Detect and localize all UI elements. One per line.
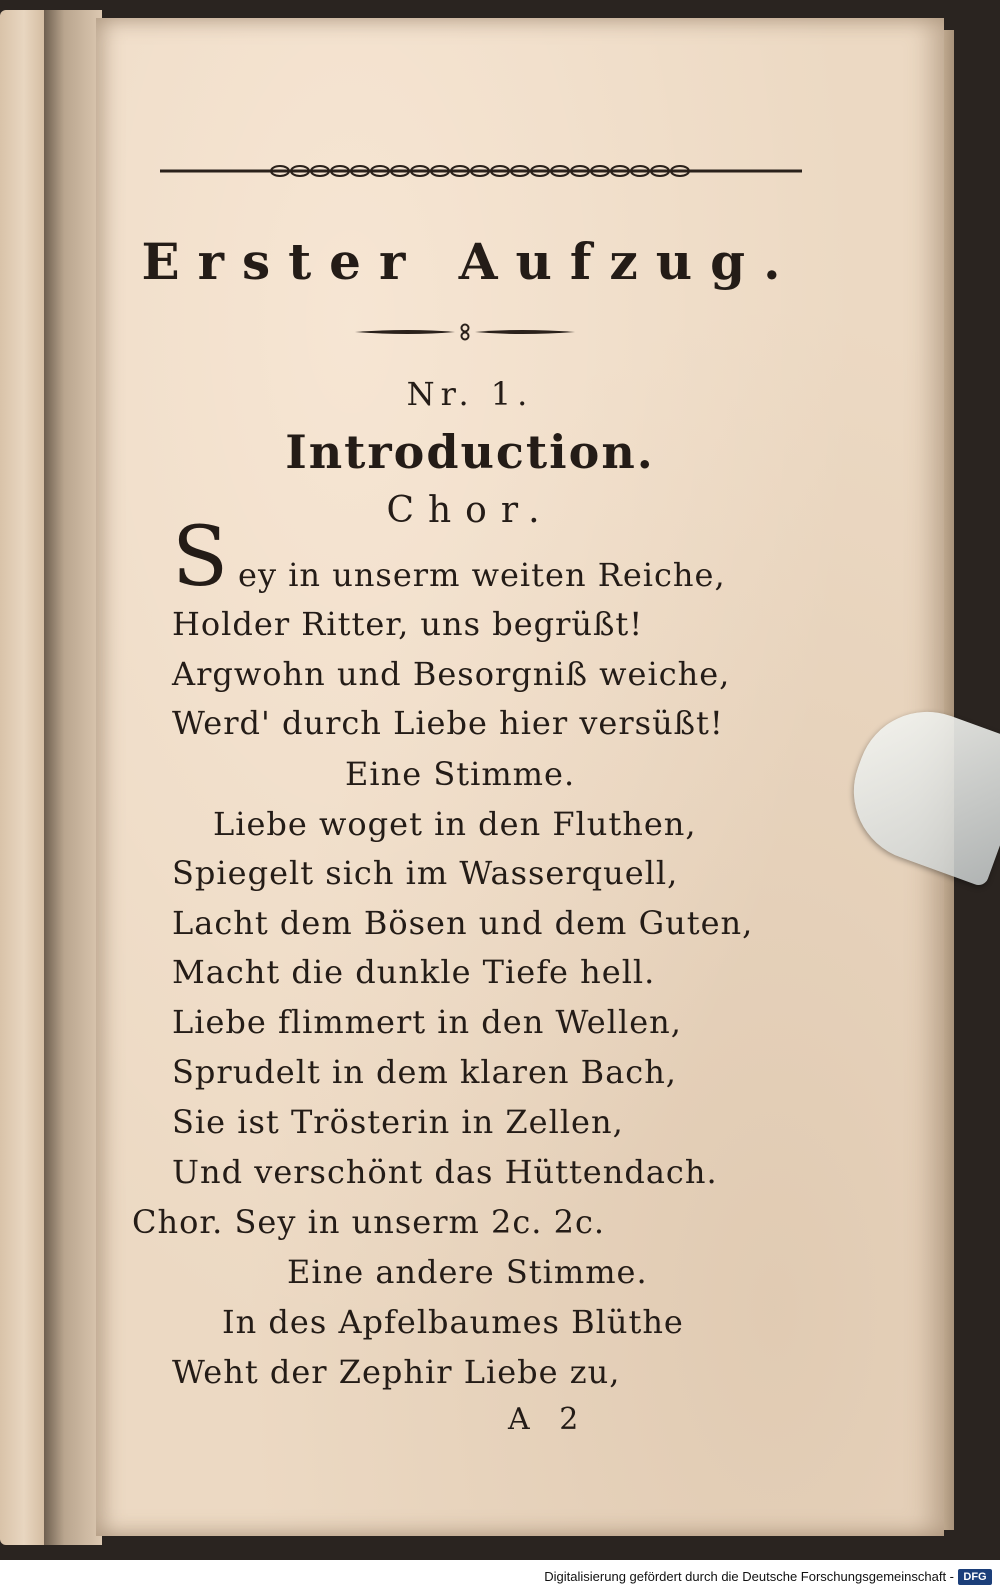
- chorus-heading: Chor.: [386, 490, 554, 531]
- title-divider: [355, 322, 575, 342]
- verse-line: Sie ist Trösterin in Zellen,: [172, 1103, 624, 1141]
- signature-mark: A 2: [508, 1402, 589, 1437]
- verse-line: Holder Ritter, uns begrüßt!: [172, 605, 644, 643]
- verse-line: Spiegelt sich im Wasserquell,: [172, 854, 679, 892]
- number-heading: Nr. 1.: [406, 375, 534, 413]
- footer-bar: [0, 1560, 1000, 1590]
- drop-cap: S: [172, 510, 229, 605]
- top-ornament-rule: [160, 160, 802, 182]
- act-title: Erster Aufzug.: [141, 232, 799, 291]
- verse-line: ey in unserm weiten Reiche,: [238, 556, 726, 594]
- verse-line: Sprudelt in dem klaren Bach,: [172, 1053, 677, 1091]
- chorus-repeat-line: Chor. Sey in unserm 2c. 2c.: [132, 1203, 606, 1241]
- dfg-logo: DFG: [958, 1569, 992, 1585]
- speaker-heading: Eine andere Stimme.: [287, 1253, 648, 1291]
- verse-line: Werd' durch Liebe hier versüßt!: [172, 704, 724, 742]
- verse-line: Weht der Zephir Liebe zu,: [172, 1353, 621, 1391]
- verse-line: Liebe flimmert in den Wellen,: [172, 1003, 682, 1041]
- verse-line: Argwohn und Besorgniß weiche,: [172, 655, 731, 693]
- verse-line: Und verschönt das Hüttendach.: [172, 1153, 718, 1191]
- verse-line: Macht die dunkle Tiefe hell.: [172, 953, 656, 991]
- verse-line: Liebe woget in den Fluthen,: [213, 805, 697, 843]
- section-heading: Introduction.: [285, 425, 655, 479]
- verse-line: Lacht dem Bösen und dem Guten,: [172, 904, 754, 942]
- speaker-heading: Eine Stimme.: [345, 755, 576, 793]
- funding-credit: Digitalisierung gefördert durch die Deutsche Forschungsgemeinschaft -: [544, 1569, 954, 1584]
- verse-line: In des Apfelbaumes Blüthe: [222, 1303, 684, 1341]
